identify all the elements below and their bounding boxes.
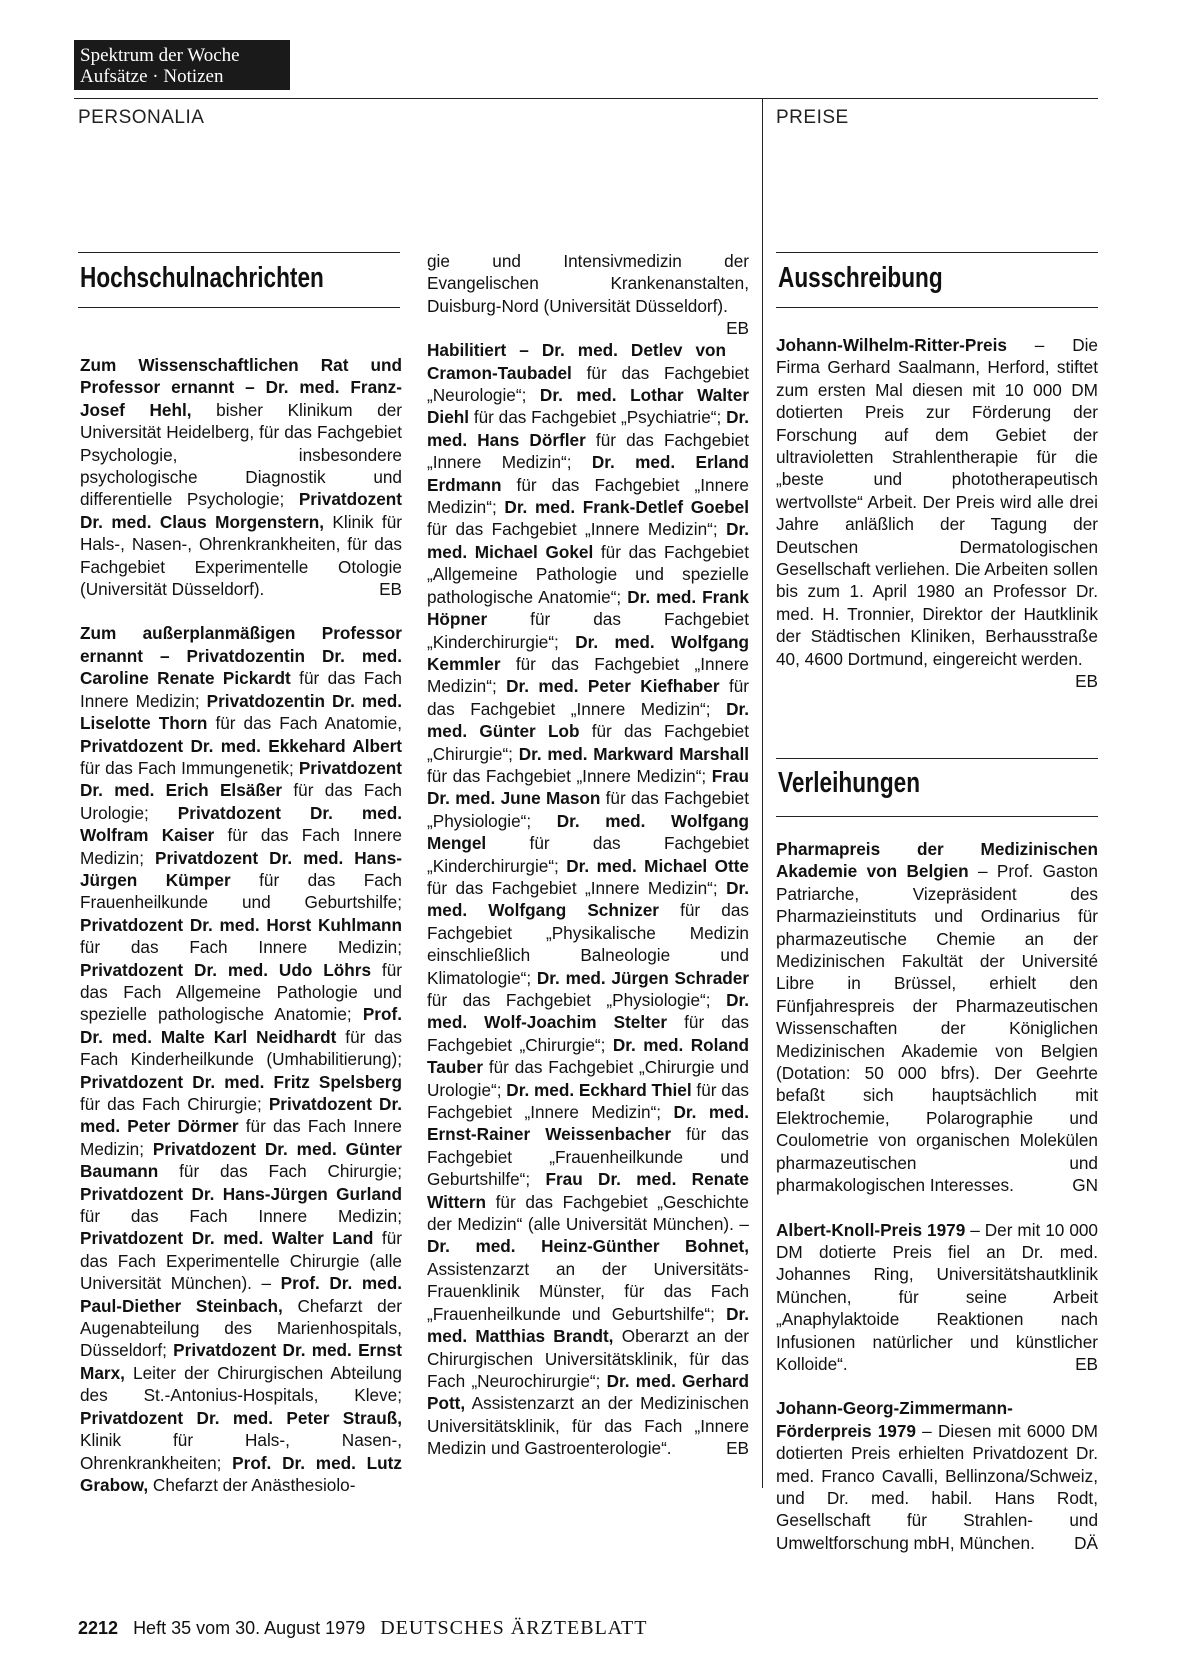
text-run: Oberarzt an der Chirurgischen Universitätsklinik, für das Fach „Neurochirurgie“;	[427, 1326, 749, 1391]
bold-name: Privatdozent Dr. med. Udo Löhrs	[80, 959, 372, 980]
bold-name: Dr. med. Wolfgang Kemmler	[427, 631, 750, 674]
article-text	[427, 340, 749, 1458]
bold-name: Frau Dr. med. Renate Wittern	[427, 1169, 749, 1212]
heading-ausschreibung: Ausschreibung	[778, 262, 943, 294]
bold-name: Pharmapreis der Medizinischen Akademie von Belgien	[776, 839, 1098, 882]
text-run: Assistenzarzt an der Universitäts-Frauenklinik Münster, für das Fach „Frauenheilkunde und Geburtshilfe“;	[427, 1258, 749, 1324]
text-run: für das Fach Innere Medizin;	[80, 937, 402, 958]
text-run: – Die Firma Gerhard Saalmann, Herford, stiftet zum ersten Mal diesen mit 10 000 DM dotierten Preis zur Förderung der Forschung auf dem Gebiet der ultravioletten Strahlentherapie für die „beste und phototherapeutisch wertvollste“ Arbeit. Der Preis wird alle drei Jahre anläßlich der Tagung der Deutschen Dermatologischen Gesellschaft verliehen. Die Arbeiten sollen bis zum 1. April 1980 an Professor Dr. med. H. Tronnier, Direktor der Hautklinik der Städtischen Kliniken, Berhausstraße 40, 4600 Dortmund, eingereicht werden.	[776, 335, 1098, 669]
text-run: für das Fach Innere Medizin;	[80, 1206, 402, 1227]
bold-name: Dr. med. Gerhard Pott,	[427, 1370, 749, 1414]
issue-info: Heft 35 vom 30. August 1979	[133, 1618, 366, 1638]
text-run: für das Fachgebiet „Innere Medizin“;	[427, 765, 712, 786]
author-signature: EB	[1075, 671, 1098, 692]
article-text	[776, 1398, 1098, 1552]
article-continuation	[427, 250, 749, 339]
journal-name: DEUTSCHES ÄRZTEBLATT	[380, 1617, 648, 1639]
bold-name: Dr. med. Erland Erdmann	[427, 452, 749, 495]
section-label-preise: PREISE	[776, 107, 849, 128]
text-run: – Diesen mit 6000 DM dotierten Preis erhielten Privatdozent Dr. med. Franco Cavalli, Bellinzona/Schweiz, und Dr. med. habil. Hans Rodt, Gesellschaft für Strahlen- und Umweltforschung mbH, München.	[776, 1420, 1098, 1553]
column-1	[80, 354, 402, 1518]
bold-name: Dr. med. Wolfgang Mengel	[427, 810, 749, 854]
author-signature: EB	[726, 1438, 749, 1459]
badge-line-2: Aufsätze · Notizen	[80, 66, 224, 87]
bold-name: Prof. Dr. med. Malte Karl Neidhardt	[80, 1004, 402, 1047]
text-run: für das Fachgebiet „Psychiatrie“;	[469, 407, 727, 428]
heading-rule-top	[78, 252, 400, 253]
text-run: für das Fachgebiet „Geschichte der Medizin“ (alle Universität München). –	[427, 1191, 749, 1235]
article-habilitiert	[427, 339, 749, 1459]
author-signature: EB	[379, 579, 402, 600]
text-run: für das Fachgebiet „Allgemeine Pathologie und spezielle pathologische Anatomie“;	[427, 541, 749, 607]
text-run: Leiter der Chirurgischen Abteilung des St.-Antonius-Hospitals, Kleve;	[80, 1362, 402, 1406]
bold-name: Dr. med. Eckhard Thiel	[506, 1079, 692, 1100]
article-pharmapreis	[776, 838, 1098, 1197]
text-run: für das Fachgebiet „Innere Medizin“;	[427, 474, 749, 518]
article-text	[776, 1220, 1098, 1374]
text-run: für das Fach Allgemeine Pathologie und spezielle pathologische Anatomie;	[80, 959, 402, 1025]
heading-rule-top	[776, 252, 1098, 253]
bold-name: Zum Wissenschaftlichen Rat und Professor ernannt – Dr. med. Franz-Josef Hehl,	[80, 355, 402, 420]
text-run: für das Fachgebiet „Chirurgie“;	[427, 721, 750, 764]
bold-name: Dr. med. Markward Marshall	[518, 743, 749, 764]
text-run: Chefarzt der Augenabteilung des Marienhospitals, Düsseldorf;	[80, 1295, 402, 1361]
bold-name: Prof. Dr. med. Lutz Grabow,	[80, 1452, 402, 1495]
text-run: für das Fachgebiet „Chirurgie“;	[427, 1012, 749, 1055]
bold-name: Privatdozent Dr. med. Claus Morgenstern,	[80, 489, 402, 532]
text-run: Chefarzt der Anästhesiolo-	[148, 1474, 356, 1495]
article-zimmermann-preis	[776, 1397, 1098, 1554]
article-text: gie und Intensivmedizin der Evangelischen Krankenanstalten, Duisburg-Nord (Universität Düsseldorf).	[427, 251, 749, 316]
heading-hochschulnachrichten: Hochschulnachrichten	[80, 262, 324, 294]
column-2	[427, 250, 749, 1482]
column-3-verleihungen	[776, 838, 1098, 1576]
bold-name: Zum außerplanmäßigen Professor ernannt – Privatdozentin Dr. med. Caroline Renate Pickardt	[80, 623, 402, 689]
bold-name: Dr. med. Frank-Detlef Goebel	[504, 497, 749, 518]
page-number: 2212	[78, 1618, 119, 1638]
text-run: Klinik für Hals-, Nasen-, Ohrenkrankheiten;	[80, 1430, 402, 1473]
text-run: für das Fachgebiet „Frauenheilkunde und Geburtshilfe“;	[427, 1124, 749, 1190]
text-run: – Prof. Gaston Patriarche, Vizepräsident des Pharmazieinstituts und Ordinarius für pharmazeutische Chemie an der Medizinischen Fakultät der Université Libre in Brüssel, erhielt den Fünfjahrespreis der Pharmazeutischen Wissenschaften der Königlichen Medizinischen Akademie von Belgien (Dotation: 50 000 bfrs). Der Geehrte befaßt sich hauptsächlich mit Elektrochemie, Polarographie und Coulometrie von organischen Molekülen pharmazeutischen und pharmakologischen Interesses.	[776, 861, 1098, 1196]
text-run: für das Fachgebiet „Neurologie“;	[427, 362, 749, 406]
text-run: für das Fachgebiet „Innere Medizin“;	[427, 676, 749, 719]
heading-rule-bottom	[776, 816, 1098, 817]
bold-name: Privatdozent Dr. Hans-Jürgen Gurland	[80, 1183, 402, 1204]
bold-name: Privatdozentin Dr. med. Liselotte Thorn	[80, 690, 402, 734]
heading-rule-top	[776, 758, 1098, 759]
bold-name: Privatdozent Dr. med. Peter Strauß,	[80, 1407, 402, 1428]
text-run: für das Fachgebiet „Kinderchirurgie“;	[427, 833, 749, 876]
text-run: für das Fach Immungenetik;	[80, 757, 299, 778]
bold-name: Johann-Georg-Zimmermann-Förderpreis 1979	[776, 1398, 1013, 1441]
article-ritter-preis	[776, 334, 1098, 693]
text-run: für das Fach Innere Medizin;	[80, 825, 402, 868]
badge-line-1: Spektrum der Woche	[80, 45, 240, 66]
bold-name: Dr. med. Heinz-Günther Bohnet,	[427, 1236, 749, 1257]
section-label-personalia: PERSONALIA	[78, 107, 205, 128]
bold-name: Dr. med. Ernst-Rainer Weissenbacher	[427, 1102, 749, 1145]
bold-name: Privatdozent Dr. med. Walter Land	[80, 1228, 374, 1249]
text-run: für das Fach Anatomie,	[207, 713, 402, 734]
article-text	[80, 355, 402, 599]
bold-name: Dr. med. Frank Höpner	[427, 586, 749, 630]
text-run: für das Fach Chirurgie;	[158, 1161, 402, 1182]
article-text	[776, 335, 1098, 669]
bold-name: Privatdozent Dr. med. Hans-Jürgen Kümper	[80, 847, 402, 890]
bold-name: Privatdozent Dr. med. Erich Elsäßer	[80, 757, 402, 801]
bold-name: Privatdozent Dr. med. Wolfram Kaiser	[80, 802, 402, 846]
article-text	[776, 839, 1098, 1195]
bold-name: Dr. med. Michael Otte	[566, 855, 749, 876]
author-signature: EB	[1075, 1353, 1098, 1374]
text-run: für das Fach Innere Medizin;	[80, 668, 402, 711]
bold-name: Privatdozent Dr. med. Horst Kuhlmann	[80, 914, 402, 935]
bold-name: Privatdozent Dr. med. Fritz Spelsberg	[80, 1071, 402, 1092]
top-rule	[74, 98, 1098, 99]
bold-name: Privatdozent Dr. med. Günter Baumann	[80, 1138, 402, 1182]
text-run: für das Fachgebiet „Chirurgie und Urologie“;	[427, 1057, 749, 1100]
bold-name: Johann-Wilhelm-Ritter-Preis	[776, 335, 1007, 355]
text-run: Assistenzarzt an der Medizinischen Universitätsklinik, für das Fach „Innere Medizin und Gastroenterologie“.	[427, 1393, 749, 1459]
author-signature: DÄ	[1074, 1532, 1098, 1553]
author-signature: GN	[1072, 1175, 1098, 1196]
text-run: für das Fachgebiet „Innere Medizin“;	[427, 653, 749, 697]
text-run: für das Fachgebiet „Kinderchirurgie“;	[427, 609, 749, 652]
bold-name: Dr. med. Jürgen Schrader	[536, 967, 750, 988]
bold-name: Habilitiert – Dr. med. Detlev von Cramon-Taubadel	[427, 340, 727, 383]
bold-name: Dr. med. Wolf-Joachim Stelter	[427, 990, 749, 1033]
text-run: für das Fach Chirurgie;	[80, 1094, 269, 1114]
page-footer	[78, 1617, 647, 1640]
article-wissenschaftlicher-rat	[80, 354, 402, 600]
bold-name: Privatdozent Dr. med. Peter Dörmer	[80, 1094, 402, 1137]
column-divider	[762, 98, 763, 1488]
text-run: für das Fach Innere Medizin;	[80, 1116, 402, 1159]
bold-name: Privatdozent Dr. med. Ernst Marx,	[80, 1340, 402, 1383]
text-run: bisher Klinikum der Universität Heidelberg, für das Fachgebiet Psychologie, insbesondere psychologische Diagnostik und differentielle Psychologie;	[80, 399, 402, 510]
bold-name: Dr. med. Matthias Brandt,	[427, 1303, 749, 1347]
author-signature: EB	[726, 318, 749, 339]
bold-name: Dr. med. Lothar Walter Diehl	[427, 385, 750, 428]
text-run: für das Fach Kinderheilkunde (Umhabilitierung);	[80, 1026, 402, 1070]
bold-name: Prof. Dr. med. Paul-Diether Steinbach,	[80, 1273, 403, 1316]
article-paragraph	[776, 334, 1098, 692]
section-badge	[74, 40, 290, 90]
bold-name: Dr. med. Hans Dörfler	[427, 407, 749, 450]
text-run: – Der mit 10 000 DM dotierte Preis fiel an Dr. med. Johannes Ring, Universitätshautklinik München, für seine Arbeit „Anaphylaktoide Reaktionen nach Infusionen natürlicher und künstlicher Kolloide“.	[776, 1219, 1098, 1374]
bold-name: Albert-Knoll-Preis 1979	[776, 1219, 966, 1240]
article-text	[80, 623, 402, 1494]
text-run: Klinik für Hals-, Nasen-, Ohrenkrankheiten, für das Fachgebiet Experimentelle Otologie (Universität Düsseldorf).	[80, 511, 402, 600]
text-run: für das Fachgebiet „Innere Medizin“;	[427, 519, 727, 540]
bold-name: Dr. med. Roland Tauber	[427, 1034, 749, 1078]
text-run: für das Fach Urologie;	[80, 780, 402, 823]
heading-rule-bottom	[78, 307, 400, 308]
text-run: für das Fachgebiet „Innere Medizin“;	[427, 1079, 749, 1123]
text-run: für das Fachgebiet „Physiologie“;	[427, 788, 749, 831]
bold-name: Dr. med. Michael Gokel	[427, 519, 749, 562]
text-run: für das Fachgebiet „Innere Medizin“;	[427, 877, 727, 898]
heading-verleihungen: Verleihungen	[778, 767, 921, 799]
text-run: für das Fach Experimentelle Chirurgie (alle Universität München). –	[80, 1228, 402, 1294]
bold-name: Dr. med. Peter Kiefhaber	[506, 676, 720, 697]
bold-name: Dr. med. Günter Lob	[427, 698, 749, 742]
text-run: für das Fach Frauenheilkunde und Geburtshilfe;	[80, 869, 402, 913]
text-run: für das Fachgebiet „Innere Medizin“;	[427, 429, 750, 473]
article-albert-knoll-preis	[776, 1219, 1098, 1376]
bold-name: Dr. med. Wolfgang Schnizer	[427, 877, 749, 921]
text-run: für das Fachgebiet „Physiologie“;	[427, 990, 727, 1010]
bold-name: Frau Dr. med. June Mason	[427, 765, 749, 809]
heading-rule-bottom	[776, 307, 1098, 308]
article-apl-professor	[80, 622, 402, 1496]
bold-name: Privatdozent Dr. med. Ekkehard Albert	[80, 735, 402, 756]
text-run: für das Fachgebiet „Physikalische Medizin einschließlich Balneologie und Klimatologie“;	[427, 900, 749, 988]
